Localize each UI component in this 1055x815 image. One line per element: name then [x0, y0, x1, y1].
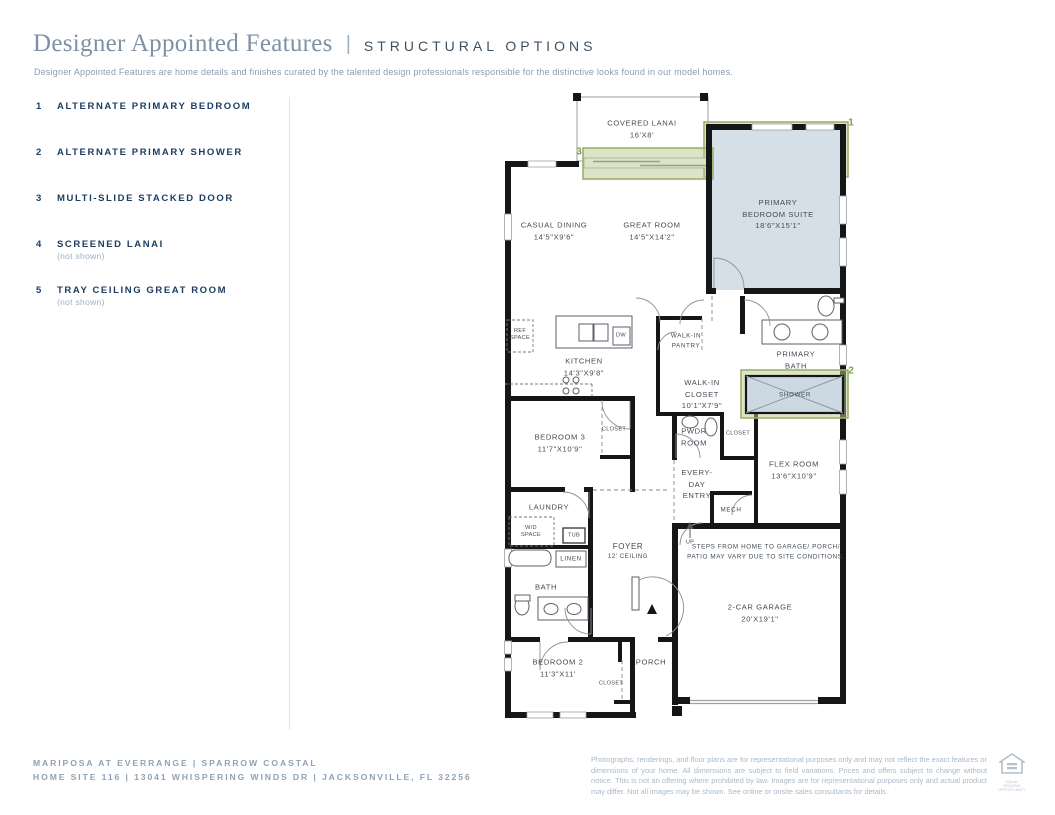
marker-1-alternate-primary-bedroom: 1	[848, 117, 854, 129]
room-label-walk-in-pantry: WALK-IN PANTRY	[670, 332, 702, 349]
equal-housing-house-icon	[999, 753, 1025, 775]
feature-note: (not shown)	[57, 251, 105, 261]
room-label-dw: DW	[616, 332, 626, 339]
feature-number: 5	[36, 285, 42, 296]
garage-door-line	[690, 701, 818, 704]
steps-note: STEPS FROM HOME TO GARAGE/ PORCH/ PATIO MAY VARY DUE TO SITE CONDITIONS.	[687, 543, 845, 560]
room-label-closet-hall: CLOSET	[725, 430, 751, 437]
room-label-foyer: FOYER 12' CEILING	[607, 542, 649, 560]
room-label-primary-bedroom-suite: PRIMARY BEDROOM SUITE 18'6"X15'1"	[742, 197, 814, 230]
room-label-porch: PORCH	[635, 657, 667, 667]
room-label-wd-space: W/D SPACE	[520, 524, 542, 538]
feature-number: 3	[36, 193, 42, 204]
room-label-linen: LINEN	[560, 555, 582, 563]
feature-label: SCREENED LANAI	[57, 239, 164, 250]
feature-number: 4	[36, 239, 42, 250]
feature-label: TRAY CEILING GREAT ROOM	[57, 285, 228, 296]
room-label-covered-lanai: COVERED LANAI 16'X8'	[607, 118, 677, 139]
room-label-mech: MECH	[720, 506, 742, 514]
equal-housing-logo: EQUAL HOUSING OPPORTUNITY	[998, 753, 1026, 793]
room-label-bedroom3: BEDROOM 3 11'7"X10'9"	[534, 432, 586, 453]
room-label-everyday-entry: EVERY- DAY ENTRY	[681, 467, 713, 500]
room-label-walk-in-closet: WALK-IN CLOSET 10'1"X7'9"	[681, 377, 723, 410]
room-label-bath: BATH	[534, 582, 558, 592]
community-name: MARIPOSA AT EVERRANGE | SPARROW COASTAL	[33, 758, 318, 768]
room-label-garage: 2-CAR GARAGE 20'X19'1"	[727, 602, 793, 623]
room-label-primary-bath: PRIMARY BATH	[776, 349, 816, 370]
page-subtitle: Designer Appointed Features are home details and finishes curated by the talented design professionals responsible for the distinctive looks found in our model homes.	[34, 67, 734, 77]
room-label-bedroom2: BEDROOM 2 11'3"X11'	[532, 657, 584, 678]
marker-2-alternate-primary-shower: 2	[848, 365, 854, 377]
feature-number: 1	[36, 101, 42, 112]
room-label-shower: SHOWER	[779, 391, 811, 399]
feature-note: (not shown)	[57, 297, 105, 307]
room-label-closet-bedroom2: CLOSET	[598, 680, 624, 687]
page-header	[33, 30, 596, 58]
room-label-great-room: GREAT ROOM 14'5"X14'2"	[623, 220, 681, 241]
room-label-ref-space: REF SPACE	[509, 327, 531, 341]
feature-label: ALTERNATE PRIMARY BEDROOM	[57, 101, 252, 112]
legal-disclaimer: Photographs, renderings, and floor plans are for representational purposes only and may not reflect the exact features or dimensions of your home. All dimensions are subject to field variations. Prices and offers subject to change without notice. This is not an offering where prohibited by law. Images are for representational purposes only and actual product may differ. Not all images may be shown. See online or onsite sales consultants for details.	[591, 755, 987, 797]
feature-number: 2	[36, 147, 42, 158]
room-label-pwdr-room: PWDR ROOM	[680, 426, 708, 447]
floorplan-drawing	[500, 90, 860, 728]
feature-label: ALTERNATE PRIMARY SHOWER	[57, 147, 243, 158]
marker-3-multi-slide-door: 3	[576, 146, 582, 158]
page-title: Designer Appointed Features	[33, 30, 333, 57]
multi-slide-door	[583, 148, 713, 179]
title-divider: |	[345, 33, 351, 55]
room-label-laundry: LAUNDRY	[528, 502, 570, 512]
feature-label: MULTI-SLIDE STACKED DOOR	[57, 193, 234, 204]
page-title-tag: STRUCTURAL OPTIONS	[363, 38, 597, 54]
home-site-address: HOME SITE 116 | 13041 WHISPERING WINDS DR | JACKSONVILLE, FL 32256	[33, 772, 472, 782]
room-label-casual-dining: CASUAL DINING 14'5"X9'6"	[520, 220, 588, 241]
room-label-up: UP	[685, 539, 695, 546]
room-label-tub: TUB	[567, 532, 581, 539]
room-label-flex-room: FLEX ROOM 13'6"X10'9"	[768, 459, 820, 480]
vertical-divider	[289, 97, 290, 730]
room-label-kitchen: KITCHEN 14'3"X9'8"	[563, 356, 605, 377]
room-label-closet-bedroom3: CLOSET	[601, 426, 627, 433]
